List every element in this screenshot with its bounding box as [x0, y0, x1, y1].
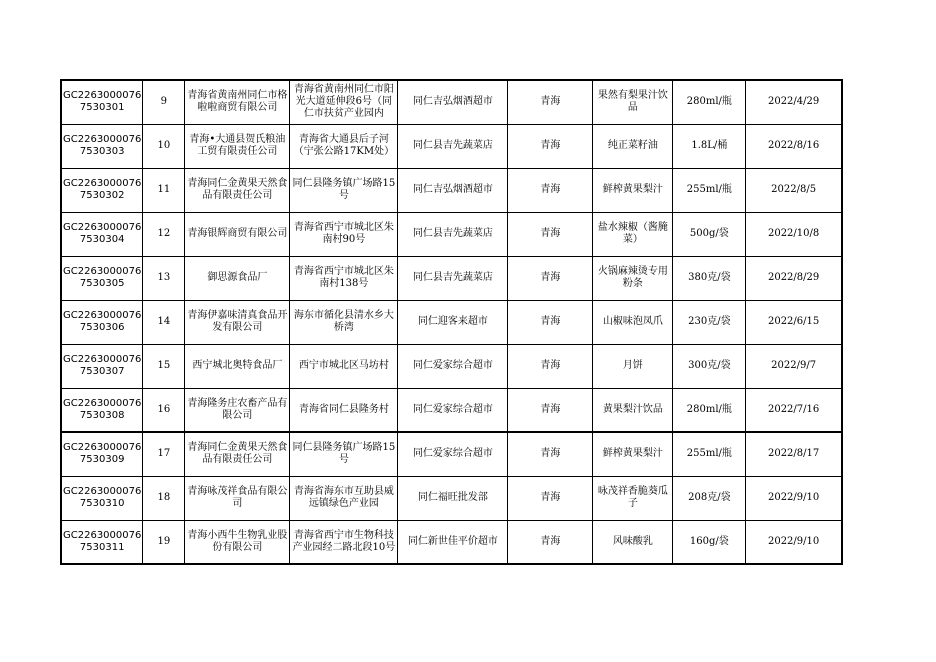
producer-address-cell: 青海省黄南州同仁市阳光大道延伸段6号（同仁市扶贫产业园内: [290, 80, 398, 124]
sample-code-cell: GC2263000076 7530308: [61, 388, 143, 432]
sample-code-cell: GC2263000076 7530310: [61, 476, 143, 520]
sample-code-cell: GC2263000076 7530309: [61, 432, 143, 476]
seller-name-cell: 同仁新世佳平价超市: [398, 520, 508, 564]
product-name-cell: 鲜榨黄果梨汁: [593, 168, 673, 212]
production-date-cell: 2022/8/5: [746, 168, 842, 212]
producer-name-cell: 青海咏茂祥食品有限公司: [185, 476, 290, 520]
product-name-cell: 果然有梨果汁饮品: [593, 80, 673, 124]
province-cell: 青海: [508, 476, 593, 520]
serial-number-cell: 18: [143, 476, 185, 520]
serial-number-cell: 16: [143, 388, 185, 432]
province-cell: 青海: [508, 256, 593, 300]
producer-name-cell: 御思源食品厂: [185, 256, 290, 300]
seller-name-cell: 同仁县吉先蔬菜店: [398, 124, 508, 168]
seller-name-cell: 同仁爱家综合超市: [398, 388, 508, 432]
sample-code-cell: GC2263000076 7530305: [61, 256, 143, 300]
seller-name-cell: 同仁爱家综合超市: [398, 432, 508, 476]
table-row: [61, 80, 842, 124]
producer-name-cell: 青海小西牛生物乳业股份有限公司: [185, 520, 290, 564]
table-row: [61, 168, 842, 212]
province-cell: 青海: [508, 80, 593, 124]
producer-address-cell: 青海省西宁市城北区朱南村90号: [290, 212, 398, 256]
table-row: [61, 432, 842, 476]
province-cell: 青海: [508, 388, 593, 432]
producer-address-cell: 海东市循化县清水乡大桥湾: [290, 300, 398, 344]
table-row: [61, 256, 842, 300]
product-name-cell: 风味酸乳: [593, 520, 673, 564]
specification-cell: 255ml/瓶: [673, 432, 746, 476]
sample-code-cell: GC2263000076 7530307: [61, 344, 143, 388]
table-body: [61, 80, 842, 564]
serial-number-cell: 19: [143, 520, 185, 564]
seller-name-cell: 同仁县吉先蔬菜店: [398, 256, 508, 300]
sample-code-cell: GC2263000076 7530306: [61, 300, 143, 344]
production-date-cell: 2022/4/29: [746, 80, 842, 124]
province-cell: 青海: [508, 432, 593, 476]
production-date-cell: 2022/8/17: [746, 432, 842, 476]
producer-address-cell: 青海省大通县后子河（宁张公路17KM处）: [290, 124, 398, 168]
product-name-cell: 纯正菜籽油: [593, 124, 673, 168]
product-name-cell: 黄果梨汁饮品: [593, 388, 673, 432]
producer-name-cell: 青海省黄南州同仁市格啦啦商贸有限公司: [185, 80, 290, 124]
product-name-cell: 火锅麻辣烫专用粉条: [593, 256, 673, 300]
producer-name-cell: 青海•大通县贺氏粮油工贸有限责任公司: [185, 124, 290, 168]
specification-cell: 230克/袋: [673, 300, 746, 344]
production-date-cell: 2022/9/10: [746, 520, 842, 564]
producer-name-cell: 青海同仁金黄果天然食品有限责任公司: [185, 168, 290, 212]
serial-number-cell: 17: [143, 432, 185, 476]
table-row: [61, 476, 842, 520]
production-date-cell: 2022/6/15: [746, 300, 842, 344]
serial-number-cell: 9: [143, 80, 185, 124]
production-date-cell: 2022/7/16: [746, 388, 842, 432]
product-name-cell: 月饼: [593, 344, 673, 388]
sample-code-cell: GC2263000076 7530304: [61, 212, 143, 256]
producer-address-cell: 青海省海东市互助县威远镇绿色产业园: [290, 476, 398, 520]
sample-code-cell: GC2263000076 7530303: [61, 124, 143, 168]
producer-address-cell: 青海省西宁市城北区朱南村138号: [290, 256, 398, 300]
seller-name-cell: 同仁县吉先蔬菜店: [398, 212, 508, 256]
product-name-cell: 鲜榨黄果梨汁: [593, 432, 673, 476]
specification-cell: 280ml/瓶: [673, 80, 746, 124]
table-row: [61, 520, 842, 564]
table-row: [61, 212, 842, 256]
producer-address-cell: 同仁县隆务镇广场路15号: [290, 168, 398, 212]
serial-number-cell: 15: [143, 344, 185, 388]
producer-address-cell: 同仁县隆务镇广场路15号: [290, 432, 398, 476]
seller-name-cell: 同仁吉弘烟酒超市: [398, 168, 508, 212]
production-date-cell: 2022/9/7: [746, 344, 842, 388]
producer-address-cell: 青海省西宁市生物科技产业园经二路北段10号: [290, 520, 398, 564]
product-name-cell: 盐水辣椒（酱腌菜）: [593, 212, 673, 256]
product-name-cell: 山椒味泡凤爪: [593, 300, 673, 344]
province-cell: 青海: [508, 212, 593, 256]
province-cell: 青海: [508, 344, 593, 388]
seller-name-cell: 同仁迎客来超市: [398, 300, 508, 344]
producer-address-cell: 青海省同仁县隆务村: [290, 388, 398, 432]
production-date-cell: 2022/10/8: [746, 212, 842, 256]
table-row: [61, 344, 842, 388]
specification-cell: 255ml/瓶: [673, 168, 746, 212]
production-date-cell: 2022/8/29: [746, 256, 842, 300]
product-name-cell: 咏茂祥香脆葵瓜子: [593, 476, 673, 520]
serial-number-cell: 11: [143, 168, 185, 212]
sampling-table: [60, 79, 843, 565]
table-row: [61, 124, 842, 168]
province-cell: 青海: [508, 300, 593, 344]
seller-name-cell: 同仁爱家综合超市: [398, 344, 508, 388]
production-date-cell: 2022/9/10: [746, 476, 842, 520]
table-row: [61, 388, 842, 432]
serial-number-cell: 14: [143, 300, 185, 344]
seller-name-cell: 同仁福旺批发部: [398, 476, 508, 520]
specification-cell: 1.8L/桶: [673, 124, 746, 168]
specification-cell: 208克/袋: [673, 476, 746, 520]
seller-name-cell: 同仁吉弘烟酒超市: [398, 80, 508, 124]
producer-name-cell: 青海隆务庄农畜产品有限公司: [185, 388, 290, 432]
serial-number-cell: 13: [143, 256, 185, 300]
sample-code-cell: GC2263000076 7530311: [61, 520, 143, 564]
province-cell: 青海: [508, 520, 593, 564]
serial-number-cell: 10: [143, 124, 185, 168]
producer-name-cell: 西宁城北奥特食品厂: [185, 344, 290, 388]
sample-code-cell: GC2263000076 7530301: [61, 80, 143, 124]
table-row: [61, 300, 842, 344]
specification-cell: 380克/袋: [673, 256, 746, 300]
producer-address-cell: 西宁市城北区马坊村: [290, 344, 398, 388]
producer-name-cell: 青海伊嘉味清真食品开发有限公司: [185, 300, 290, 344]
specification-cell: 160g/袋: [673, 520, 746, 564]
production-date-cell: 2022/8/16: [746, 124, 842, 168]
producer-name-cell: 青海同仁金黄果天然食品有限责任公司: [185, 432, 290, 476]
province-cell: 青海: [508, 168, 593, 212]
sample-code-cell: GC2263000076 7530302: [61, 168, 143, 212]
province-cell: 青海: [508, 124, 593, 168]
specification-cell: 300克/袋: [673, 344, 746, 388]
serial-number-cell: 12: [143, 212, 185, 256]
specification-cell: 280ml/瓶: [673, 388, 746, 432]
specification-cell: 500g/袋: [673, 212, 746, 256]
producer-name-cell: 青海银辉商贸有限公司: [185, 212, 290, 256]
